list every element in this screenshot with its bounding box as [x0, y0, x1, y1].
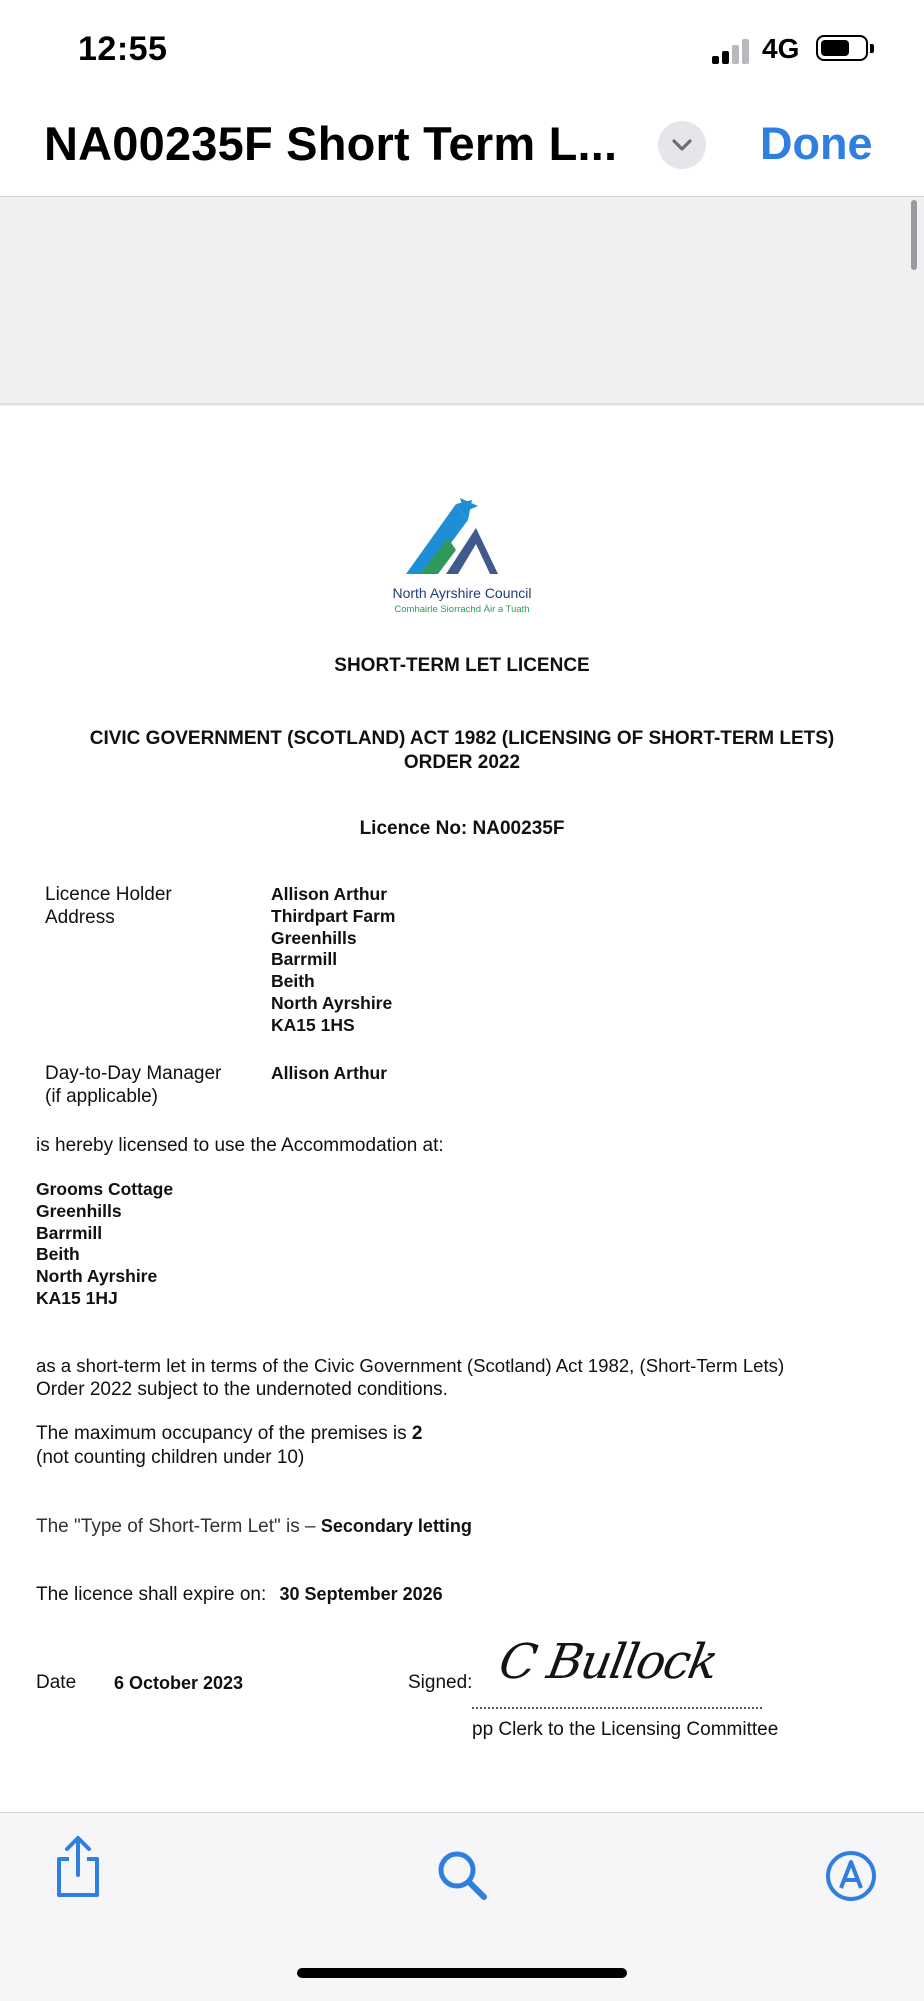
address-label: Address: [45, 907, 115, 928]
search-button[interactable]: [436, 1849, 488, 1901]
holder-line: Allison Arthur: [271, 884, 388, 904]
expiry-line: [36, 1582, 443, 1607]
holder-line: Greenhills: [271, 927, 357, 948]
manager-labels: [45, 1062, 221, 1108]
licence-no-value: NA00235F: [472, 818, 565, 839]
accommodation-line: Grooms Cottage: [36, 1179, 174, 1199]
battery-tip: [870, 44, 874, 53]
share-button[interactable]: [50, 1835, 106, 1899]
licensed-statement: is hereby licensed to use the Accommodation at:: [36, 1135, 444, 1156]
terms-paragraph: [36, 1354, 906, 1402]
logo-name: North Ayrshire Council: [392, 585, 532, 601]
battery-icon: [816, 35, 868, 61]
holder-labels: [45, 883, 172, 929]
accommodation-line: Barrmill: [36, 1222, 103, 1243]
date-value: 6 October 2023: [114, 1673, 244, 1693]
terms-line-1: as a short-term let in terms of the Civic Government (Scotland) Act 1982, (Short-Term Lets): [36, 1355, 785, 1376]
scrollbar-thumb[interactable]: [911, 200, 917, 270]
document-title[interactable]: NA00235F Short Term L...: [44, 117, 618, 170]
signed-label: Signed:: [408, 1672, 473, 1693]
holder-line: Beith: [271, 971, 315, 992]
home-indicator[interactable]: [297, 1968, 627, 1978]
signal-strength-icon: [712, 38, 752, 64]
manager-label: Day-to-Day Manager: [45, 1063, 222, 1084]
accommodation-line: Beith: [36, 1244, 80, 1265]
occupancy-note: (not counting children under 10): [36, 1447, 305, 1468]
search-icon: [436, 1849, 488, 1901]
expiry-value: 30 September 2026: [279, 1584, 443, 1604]
licence-heading: SHORT-TERM LET LICENCE: [334, 655, 590, 676]
council-logo: [398, 498, 524, 578]
let-type-value: Secondary letting: [320, 1516, 472, 1536]
holder-line: KA15 1HS: [271, 1014, 355, 1035]
holder-label: Licence Holder: [45, 884, 172, 905]
network-type: 4G: [762, 33, 800, 64]
licence-number-line: [0, 818, 924, 840]
signature-line: [472, 1707, 762, 1709]
date-label: Date: [36, 1672, 77, 1693]
share-icon: [50, 1835, 106, 1899]
accommodation-line: KA15 1HJ: [36, 1287, 118, 1308]
act-line-1: CIVIC GOVERNMENT (SCOTLAND) ACT 1982 (LICENSING OF SHORT-TERM LETS): [89, 728, 835, 749]
manager-label-note: (if applicable): [45, 1086, 158, 1107]
council-logo-mark: [398, 498, 524, 578]
done-button[interactable]: Done: [760, 118, 873, 169]
occupancy-value: 2: [411, 1423, 423, 1444]
occupancy-paragraph: [36, 1422, 423, 1470]
licence-no-label: Licence No:: [359, 818, 468, 839]
clerk-title: pp Clerk to the Licensing Committee: [472, 1719, 779, 1740]
page-edge: [0, 403, 924, 407]
title-menu-button[interactable]: [658, 121, 706, 169]
status-time: 12:55: [78, 30, 168, 68]
expiry-text: The licence shall expire on:: [36, 1584, 267, 1605]
terms-line-2: Order 2022 subject to the undernoted conditions.: [36, 1379, 448, 1400]
accommodation-line: North Ayrshire: [36, 1266, 158, 1287]
logo-subtitle: Comhairle Siorrachd Àir a Tuath: [394, 604, 530, 615]
let-type-text: The "Type of Short-Term Let" is –: [36, 1516, 316, 1537]
markup-icon: [824, 1849, 878, 1903]
holder-line: North Ayrshire: [271, 992, 393, 1013]
manager-name: Allison Arthur: [271, 1063, 388, 1083]
act-title: [0, 727, 924, 775]
holder-line: Barrmill: [271, 949, 338, 970]
occupancy-text: The maximum occupancy of the premises is: [36, 1423, 407, 1444]
signature: C Bullock: [495, 1634, 721, 1690]
let-type-line: [36, 1514, 472, 1539]
chevron-down-icon: [670, 137, 694, 153]
markup-button[interactable]: [824, 1849, 878, 1903]
holder-details: [271, 884, 395, 1037]
holder-line: Thirdpart Farm: [271, 905, 396, 926]
accommodation-address: [36, 1179, 173, 1310]
accommodation-line: Greenhills: [36, 1200, 122, 1221]
page-gap: [0, 197, 924, 403]
act-line-2: ORDER 2022: [403, 752, 521, 773]
